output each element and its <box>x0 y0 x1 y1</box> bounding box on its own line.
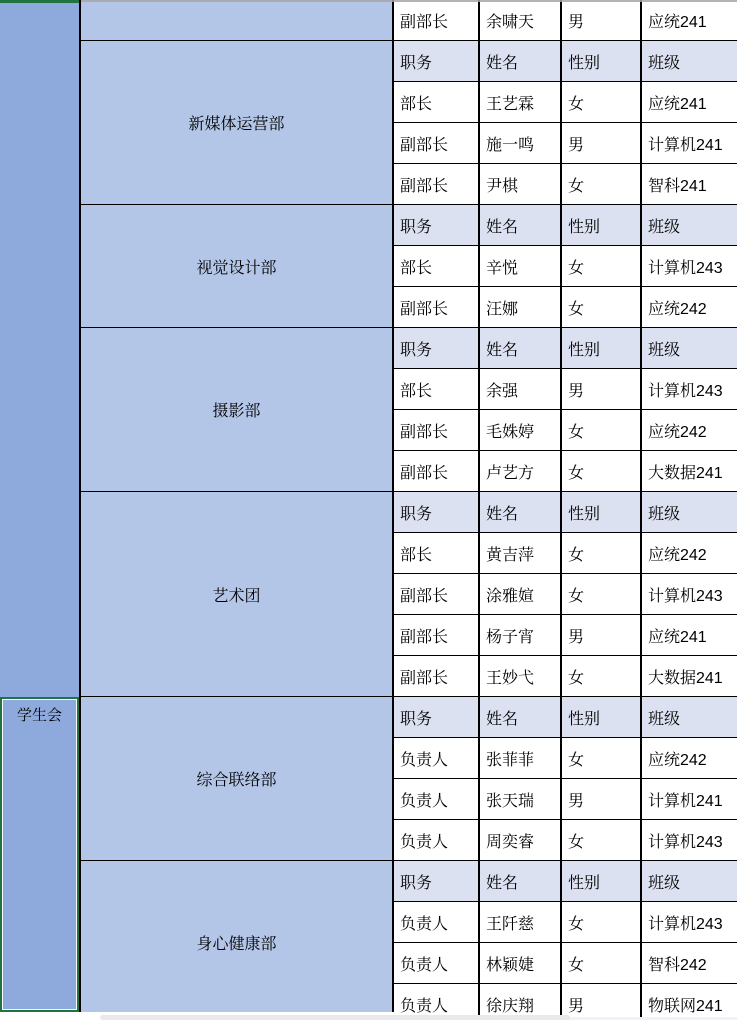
gender-cell[interactable]: 女 <box>562 533 642 573</box>
position-cell[interactable]: 职务 <box>394 861 480 901</box>
name-cell[interactable]: 涂雅媗 <box>480 574 562 614</box>
class-cell[interactable]: 计算机243 <box>648 587 723 605</box>
table-row <box>394 328 737 369</box>
class-cell[interactable]: 应统242 <box>648 300 707 318</box>
section-rows <box>394 328 737 492</box>
table-row <box>394 451 737 492</box>
name-cell[interactable]: 辛悦 <box>480 246 562 286</box>
position-cell[interactable]: 副部长 <box>394 451 480 491</box>
table-row <box>394 697 737 738</box>
gender-cell[interactable]: 女 <box>562 820 642 860</box>
table-row <box>394 41 737 82</box>
selected-cell-college[interactable] <box>0 697 79 1012</box>
name-cell[interactable]: 姓名 <box>480 492 562 532</box>
table-row <box>394 574 737 615</box>
department-cell[interactable]: 艺术团 <box>81 492 394 697</box>
table-row <box>394 656 737 697</box>
position-cell[interactable]: 副部长 <box>394 574 480 614</box>
gender-cell[interactable]: 性别 <box>562 861 642 901</box>
screenshot-top-edge <box>81 0 737 2</box>
name-cell[interactable]: 姓名 <box>480 41 562 81</box>
department-section <box>81 205 737 328</box>
department-section <box>81 41 737 205</box>
position-cell[interactable]: 副部长 <box>394 164 480 204</box>
name-cell[interactable]: 汪娜 <box>480 287 562 327</box>
gender-cell[interactable]: 女 <box>562 943 642 983</box>
name-cell[interactable]: 王妙弋 <box>480 656 562 696</box>
name-cell[interactable]: 施一鸣 <box>480 123 562 163</box>
gender-cell[interactable]: 性别 <box>562 697 642 737</box>
gender-cell[interactable]: 女 <box>562 246 642 286</box>
table-row <box>394 246 737 287</box>
table-row <box>394 738 737 779</box>
class-cell[interactable]: 应统242 <box>648 546 707 564</box>
gender-cell[interactable]: 性别 <box>562 41 642 81</box>
gender-cell[interactable]: 性别 <box>562 492 642 532</box>
horizontal-scrollbar-hint[interactable] <box>100 1015 570 1020</box>
class-cell[interactable]: 计算机243 <box>648 259 723 277</box>
department-cell[interactable]: 新媒体运营部 <box>81 41 394 205</box>
gender-cell[interactable]: 女 <box>562 451 642 491</box>
section-rows <box>394 0 737 41</box>
position-cell[interactable]: 部长 <box>394 246 480 286</box>
department-cell[interactable]: 综合联络部 <box>81 697 394 861</box>
name-cell[interactable]: 卢艺方 <box>480 451 562 491</box>
table-row <box>394 492 737 533</box>
class-cell[interactable]: 应统242 <box>648 423 707 441</box>
class-cell[interactable]: 大数据241 <box>648 669 723 687</box>
department-section <box>81 697 737 861</box>
position-cell[interactable]: 部长 <box>394 82 480 122</box>
table-row <box>394 369 737 410</box>
class-cell[interactable]: 计算机243 <box>648 833 723 851</box>
department-cell[interactable]: 身心健康部 <box>81 861 394 1020</box>
department-cell[interactable] <box>81 0 394 41</box>
name-cell[interactable]: 张菲菲 <box>480 738 562 778</box>
name-cell[interactable]: 周奕睿 <box>480 820 562 860</box>
section-rows <box>394 697 737 861</box>
table-row <box>394 82 737 123</box>
class-cell[interactable]: 班级 <box>642 697 737 737</box>
position-cell[interactable]: 职务 <box>394 41 480 81</box>
position-cell[interactable]: 职务 <box>394 697 480 737</box>
table-row <box>394 943 737 984</box>
class-cell[interactable]: 智科242 <box>648 956 707 974</box>
gender-cell[interactable]: 女 <box>562 902 642 942</box>
department-section <box>81 861 737 1020</box>
class-cell[interactable]: 计算机243 <box>648 382 723 400</box>
name-cell[interactable]: 徐庆翔 <box>480 984 562 1020</box>
table-row <box>394 0 737 41</box>
position-cell[interactable]: 负责人 <box>394 779 480 819</box>
table-row <box>394 123 737 164</box>
section-rows <box>394 205 737 328</box>
class-cell[interactable]: 班级 <box>642 492 737 532</box>
department-section <box>81 0 737 41</box>
gender-cell[interactable]: 男 <box>562 123 642 163</box>
class-cell[interactable]: 应统241 <box>648 95 707 113</box>
name-cell[interactable]: 余强 <box>480 369 562 409</box>
table-row <box>394 164 737 205</box>
table-row <box>394 410 737 451</box>
class-cell[interactable]: 物联网241 <box>648 997 723 1015</box>
gender-cell[interactable]: 女 <box>562 574 642 614</box>
college-label: 学生会 <box>16 707 62 724</box>
name-cell[interactable]: 姓名 <box>480 697 562 737</box>
name-cell[interactable]: 姓名 <box>480 328 562 368</box>
table-row <box>394 779 737 820</box>
department-section <box>81 492 737 697</box>
name-cell[interactable]: 杨子宵 <box>480 615 562 655</box>
position-cell[interactable]: 负责人 <box>394 902 480 942</box>
name-cell[interactable]: 张天瑞 <box>480 779 562 819</box>
section-rows <box>394 41 737 205</box>
name-cell[interactable]: 尹棋 <box>480 164 562 204</box>
department-cell[interactable]: 摄影部 <box>81 328 394 492</box>
gender-cell[interactable]: 男 <box>562 615 642 655</box>
gender-cell[interactable]: 男 <box>562 369 642 409</box>
position-cell[interactable]: 部长 <box>394 369 480 409</box>
name-cell[interactable]: 林颖婕 <box>480 943 562 983</box>
name-cell[interactable]: 毛姝婷 <box>480 410 562 450</box>
class-cell[interactable]: 班级 <box>642 861 737 901</box>
gender-cell[interactable]: 性别 <box>562 205 642 245</box>
name-cell[interactable]: 王艺霖 <box>480 82 562 122</box>
gender-cell[interactable]: 女 <box>562 287 642 327</box>
position-cell[interactable]: 副部长 <box>394 123 480 163</box>
gender-cell[interactable]: 女 <box>562 656 642 696</box>
roster-sections <box>81 0 737 1020</box>
position-cell[interactable]: 负责人 <box>394 943 480 983</box>
gender-cell[interactable]: 女 <box>562 410 642 450</box>
position-cell[interactable]: 副部长 <box>394 615 480 655</box>
name-cell[interactable]: 余啸天 <box>480 0 562 40</box>
section-rows <box>394 861 737 1020</box>
class-cell[interactable]: 应统241 <box>648 13 707 31</box>
position-cell[interactable]: 负责人 <box>394 984 480 1020</box>
selection-border-fragment <box>0 0 79 3</box>
table-row <box>394 902 737 943</box>
position-cell[interactable]: 部长 <box>394 533 480 573</box>
class-cell[interactable]: 班级 <box>642 328 737 368</box>
name-cell[interactable]: 王阡慈 <box>480 902 562 942</box>
class-cell[interactable]: 大数据241 <box>648 464 723 482</box>
class-cell[interactable]: 班级 <box>642 41 737 81</box>
gender-cell[interactable]: 女 <box>562 738 642 778</box>
department-section <box>81 328 737 492</box>
table-row <box>394 615 737 656</box>
gender-cell[interactable]: 女 <box>562 164 642 204</box>
name-cell[interactable]: 黄吉萍 <box>480 533 562 573</box>
name-cell[interactable]: 姓名 <box>480 861 562 901</box>
class-cell[interactable]: 计算机241 <box>648 136 723 154</box>
position-cell[interactable]: 负责人 <box>394 738 480 778</box>
position-cell[interactable]: 负责人 <box>394 820 480 860</box>
class-cell[interactable]: 班级 <box>642 205 737 245</box>
class-cell[interactable]: 应统241 <box>648 628 707 646</box>
department-cell[interactable]: 视觉设计部 <box>81 205 394 328</box>
position-cell[interactable]: 副部长 <box>394 410 480 450</box>
gender-cell[interactable]: 性别 <box>562 328 642 368</box>
position-cell[interactable]: 副部长 <box>394 287 480 327</box>
class-cell[interactable]: 智科241 <box>648 177 707 195</box>
position-cell[interactable]: 职务 <box>394 205 480 245</box>
class-cell[interactable]: 计算机241 <box>648 792 723 810</box>
table-row <box>394 820 737 861</box>
position-cell[interactable]: 副部长 <box>394 656 480 696</box>
class-cell[interactable]: 计算机243 <box>648 915 723 933</box>
table-row <box>394 287 737 328</box>
gender-cell[interactable]: 女 <box>562 82 642 122</box>
table-row <box>394 861 737 902</box>
name-cell[interactable]: 姓名 <box>480 205 562 245</box>
class-cell[interactable]: 应统242 <box>648 751 707 769</box>
position-cell[interactable]: 副部长 <box>394 0 480 40</box>
gender-cell[interactable]: 男 <box>562 779 642 819</box>
table-row <box>394 533 737 574</box>
position-cell[interactable]: 职务 <box>394 492 480 532</box>
gender-cell[interactable]: 男 <box>562 0 642 40</box>
gender-cell[interactable]: 男 <box>562 984 642 1020</box>
table-row <box>394 205 737 246</box>
section-rows <box>394 492 737 697</box>
position-cell[interactable]: 职务 <box>394 328 480 368</box>
